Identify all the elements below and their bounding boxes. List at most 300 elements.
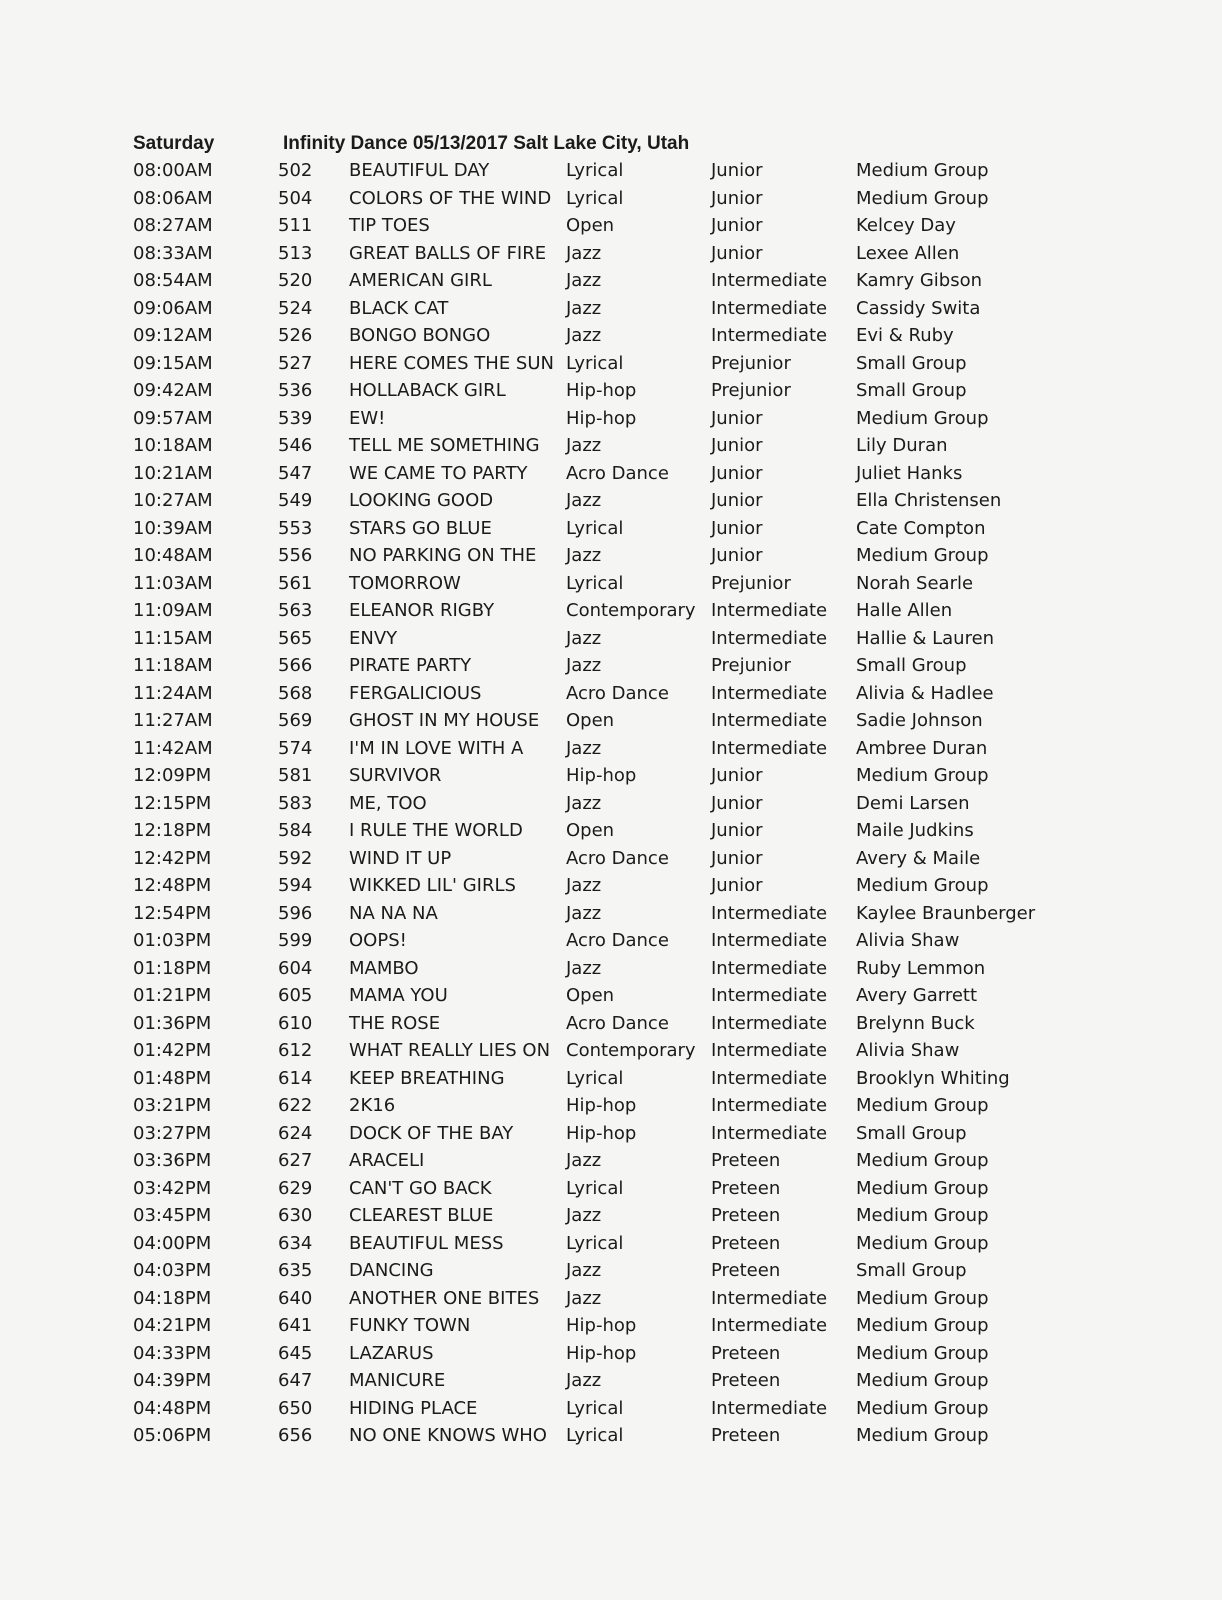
entry-number: 569 — [278, 710, 313, 731]
entry-performer: Kamry Gibson — [856, 270, 982, 291]
table-row — [133, 1257, 1093, 1285]
entry-song: TELL ME SOMETHING — [349, 435, 540, 456]
entry-level: Preteen — [711, 1177, 781, 1199]
table-row — [133, 845, 1093, 873]
entry-performer: Sadie Johnson — [856, 710, 983, 731]
entry-style: Lyrical — [566, 1067, 624, 1089]
entry-level: Intermediate — [711, 1095, 828, 1116]
entry-song: MANICURE — [349, 1370, 446, 1391]
entry-level: Intermediate — [711, 902, 828, 924]
table-row — [133, 212, 1093, 240]
entry-level: Junior — [711, 215, 763, 236]
entry-level: Junior — [711, 820, 763, 841]
entry-style: Lyrical — [566, 1177, 624, 1199]
entry-performer: Norah Searle — [856, 572, 974, 594]
entry-performer: Medium Group — [856, 1205, 989, 1226]
entry-number: 526 — [278, 325, 313, 346]
entry-performer: Small Group — [856, 380, 967, 401]
entry-style: Hip-hop — [566, 407, 637, 429]
table-row — [133, 240, 1093, 268]
entry-song: ENVY — [349, 627, 398, 649]
entry-time: 11:03AM — [133, 572, 213, 594]
entry-number: 553 — [278, 517, 313, 539]
entry-level: Junior — [711, 407, 763, 429]
table-row — [133, 955, 1093, 983]
entry-level: Junior — [711, 160, 763, 181]
entry-number: 583 — [278, 792, 313, 814]
entry-time: 12:15PM — [133, 792, 212, 814]
entry-style: Jazz — [566, 270, 602, 291]
entry-song: I'M IN LOVE WITH A — [349, 737, 524, 759]
entry-performer: Cate Compton — [856, 517, 986, 539]
entry-number: 629 — [278, 1177, 313, 1199]
entry-level: Junior — [711, 517, 763, 539]
entry-song: TIP TOES — [349, 215, 430, 236]
entry-performer: Evi & Ruby — [856, 325, 954, 346]
entry-number: 504 — [278, 187, 313, 209]
event-title: Infinity Dance 05/13/2017 Salt Lake City, Utah — [283, 133, 690, 154]
entry-style: Jazz — [566, 435, 602, 456]
entry-number: 604 — [278, 957, 313, 979]
entry-time: 04:03PM — [133, 1260, 212, 1281]
entry-performer: Small Group — [856, 1122, 967, 1144]
entry-style: Lyrical — [566, 572, 624, 594]
entry-number: 656 — [278, 1425, 313, 1446]
entry-time: 11:42AM — [133, 737, 213, 759]
entry-level: Prejunior — [711, 380, 791, 401]
table-row — [133, 1037, 1093, 1065]
entry-performer: Medium Group — [856, 1232, 989, 1254]
table-row — [133, 1285, 1093, 1313]
entry-number: 622 — [278, 1095, 313, 1116]
entry-performer: Ambree Duran — [856, 737, 988, 759]
entry-performer: Lily Duran — [856, 435, 948, 456]
table-row — [133, 570, 1093, 598]
entry-time: 08:00AM — [133, 160, 213, 181]
entry-level: Intermediate — [711, 710, 828, 731]
entry-level: Intermediate — [711, 957, 828, 979]
entry-style: Lyrical — [566, 352, 624, 374]
entry-song: DANCING — [349, 1260, 434, 1281]
entry-number: 565 — [278, 627, 313, 649]
entry-time: 12:54PM — [133, 902, 212, 924]
entry-performer: Medium Group — [856, 1150, 989, 1171]
entry-time: 04:00PM — [133, 1232, 212, 1254]
entry-style: Jazz — [566, 1150, 602, 1171]
entry-level: Intermediate — [711, 930, 828, 951]
entry-number: 612 — [278, 1040, 313, 1061]
entry-level: Junior — [711, 545, 763, 566]
entry-number: 596 — [278, 902, 313, 924]
table-row — [133, 350, 1093, 378]
table-row — [133, 625, 1093, 653]
entry-style: Open — [566, 985, 615, 1006]
entry-song: CAN'T GO BACK — [349, 1177, 492, 1199]
entry-performer: Small Group — [856, 1260, 967, 1281]
entry-style: Open — [566, 820, 615, 841]
entry-level: Intermediate — [711, 270, 828, 291]
entry-performer: Medium Group — [856, 1342, 989, 1364]
entry-time: 03:45PM — [133, 1205, 212, 1226]
entry-performer: Avery & Maile — [856, 847, 981, 869]
entry-song: NO ONE KNOWS WHO — [349, 1425, 547, 1446]
entry-style: Hip-hop — [566, 1122, 637, 1144]
entry-level: Junior — [711, 187, 763, 209]
entry-song: KEEP BREATHING — [349, 1067, 505, 1089]
entry-style: Jazz — [566, 1205, 602, 1226]
entry-performer: Medium Group — [856, 160, 989, 181]
entry-song: LOOKING GOOD — [349, 490, 494, 511]
entry-style: Lyrical — [566, 1425, 624, 1446]
entry-song: WIND IT UP — [349, 847, 452, 869]
entry-number: 549 — [278, 490, 313, 511]
entry-song: PIRATE PARTY — [349, 655, 472, 676]
entry-number: 527 — [278, 352, 313, 374]
entry-song: FUNKY TOWN — [349, 1315, 471, 1336]
entry-number: 605 — [278, 985, 313, 1006]
table-row — [133, 817, 1093, 845]
entry-performer: Lexee Allen — [856, 242, 960, 264]
entry-song: HIDING PLACE — [349, 1397, 478, 1419]
entry-number: 581 — [278, 765, 313, 786]
entry-performer: Alivia Shaw — [856, 930, 960, 951]
table-row — [133, 707, 1093, 735]
entry-time: 10:21AM — [133, 462, 213, 484]
entry-style: Jazz — [566, 297, 602, 319]
entry-level: Prejunior — [711, 572, 791, 594]
entry-performer: Medium Group — [856, 1425, 989, 1446]
entry-level: Intermediate — [711, 600, 828, 621]
entry-song: HERE COMES THE SUN — [349, 352, 554, 374]
entry-song: GHOST IN MY HOUSE — [349, 710, 540, 731]
entry-time: 08:54AM — [133, 270, 213, 291]
entry-level: Intermediate — [711, 737, 828, 759]
table-row — [133, 1175, 1093, 1203]
entry-time: 08:33AM — [133, 242, 213, 264]
table-row — [133, 460, 1093, 488]
entry-song: ME, TOO — [349, 792, 427, 814]
entry-number: 630 — [278, 1205, 313, 1226]
entry-style: Acro Dance — [566, 682, 669, 704]
entry-song: ARACELI — [349, 1150, 425, 1171]
entry-level: Junior — [711, 792, 763, 814]
entry-style: Jazz — [566, 655, 602, 676]
entry-time: 09:15AM — [133, 352, 213, 374]
table-row — [133, 982, 1093, 1010]
entry-time: 04:39PM — [133, 1370, 212, 1391]
entry-level: Preteen — [711, 1370, 781, 1391]
entry-number: 511 — [278, 215, 313, 236]
table-row — [133, 1092, 1093, 1120]
entry-style: Jazz — [566, 957, 602, 979]
entry-time: 09:57AM — [133, 407, 213, 429]
entry-number: 645 — [278, 1342, 313, 1364]
entry-style: Jazz — [566, 1287, 602, 1309]
entry-time: 05:06PM — [133, 1425, 212, 1446]
entry-level: Preteen — [711, 1260, 781, 1281]
entry-level: Intermediate — [711, 682, 828, 704]
entry-style: Open — [566, 710, 615, 731]
entry-number: 520 — [278, 270, 313, 291]
table-row — [133, 432, 1093, 460]
entry-level: Intermediate — [711, 1012, 828, 1034]
entry-level: Junior — [711, 875, 763, 896]
entry-number: 546 — [278, 435, 313, 456]
entry-song: THE ROSE — [349, 1012, 441, 1034]
entry-performer: Small Group — [856, 352, 967, 374]
entry-song: BLACK CAT — [349, 297, 449, 319]
entry-time: 09:42AM — [133, 380, 213, 401]
entry-song: LAZARUS — [349, 1342, 434, 1364]
entry-time: 10:48AM — [133, 545, 213, 566]
entry-time: 12:09PM — [133, 765, 212, 786]
entry-song: NA NA NA — [349, 902, 438, 924]
entry-song: ELEANOR RIGBY — [349, 600, 495, 621]
entry-level: Preteen — [711, 1205, 781, 1226]
entry-number: 568 — [278, 682, 313, 704]
entry-time: 03:27PM — [133, 1122, 212, 1144]
entry-song: HOLLABACK GIRL — [349, 380, 506, 401]
entry-number: 594 — [278, 875, 313, 896]
entry-time: 03:42PM — [133, 1177, 212, 1199]
entry-song: ANOTHER ONE BITES — [349, 1287, 540, 1309]
entry-style: Jazz — [566, 1370, 602, 1391]
entry-number: 599 — [278, 930, 313, 951]
entry-style: Lyrical — [566, 517, 624, 539]
day-heading: Saturday — [133, 133, 215, 154]
entry-style: Contemporary — [566, 1040, 696, 1061]
entry-level: Intermediate — [711, 325, 828, 346]
entry-level: Intermediate — [711, 1040, 828, 1061]
entry-number: 536 — [278, 380, 313, 401]
entry-performer: Alivia & Hadlee — [856, 682, 994, 704]
table-row — [133, 790, 1093, 818]
entry-performer: Medium Group — [856, 1287, 989, 1309]
entry-performer: Medium Group — [856, 545, 989, 566]
entry-style: Hip-hop — [566, 1315, 637, 1336]
table-row — [133, 1422, 1093, 1450]
entry-song: GREAT BALLS OF FIRE — [349, 242, 547, 264]
entry-time: 01:48PM — [133, 1067, 212, 1089]
entry-level: Junior — [711, 847, 763, 869]
table-row — [133, 322, 1093, 350]
entry-time: 09:06AM — [133, 297, 213, 319]
table-row — [133, 1010, 1093, 1038]
entry-level: Preteen — [711, 1425, 781, 1446]
entry-song: MAMA YOU — [349, 985, 448, 1006]
entry-time: 08:06AM — [133, 187, 213, 209]
table-row — [133, 295, 1093, 323]
entry-style: Lyrical — [566, 1232, 624, 1254]
entry-performer: Cassidy Swita — [856, 297, 981, 319]
entry-style: Hip-hop — [566, 1095, 637, 1116]
table-row — [133, 1367, 1093, 1395]
entry-performer: Demi Larsen — [856, 792, 970, 814]
entry-time: 01:42PM — [133, 1040, 212, 1061]
entry-number: 634 — [278, 1232, 313, 1254]
entry-time: 01:36PM — [133, 1012, 212, 1034]
entry-song: WHAT REALLY LIES ON — [349, 1040, 551, 1061]
entry-performer: Maile Judkins — [856, 820, 974, 841]
schedule-table — [133, 130, 1093, 1450]
entry-time: 04:21PM — [133, 1315, 212, 1336]
table-row — [133, 1120, 1093, 1148]
entry-performer: Avery Garrett — [856, 985, 978, 1006]
entry-style: Jazz — [566, 792, 602, 814]
entry-performer: Medium Group — [856, 1095, 989, 1116]
entry-performer: Medium Group — [856, 1397, 989, 1419]
entry-number: 647 — [278, 1370, 313, 1391]
table-row — [133, 680, 1093, 708]
entry-time: 08:27AM — [133, 215, 213, 236]
entry-performer: Brelynn Buck — [856, 1012, 975, 1034]
entry-song: AMERICAN GIRL — [349, 270, 492, 291]
entry-number: 502 — [278, 160, 313, 181]
entry-performer: Hallie & Lauren — [856, 627, 995, 649]
entry-time: 11:27AM — [133, 710, 213, 731]
entry-performer: Medium Group — [856, 1315, 989, 1336]
table-row — [133, 515, 1093, 543]
table-row — [133, 597, 1093, 625]
entry-song: CLEAREST BLUE — [349, 1205, 494, 1226]
entry-level: Junior — [711, 435, 763, 456]
table-row — [133, 405, 1093, 433]
entry-song: COLORS OF THE WIND — [349, 187, 552, 209]
entry-number: 610 — [278, 1012, 313, 1034]
entry-performer: Halle Allen — [856, 600, 953, 621]
entry-style: Acro Dance — [566, 930, 669, 951]
entry-song: I RULE THE WORLD — [349, 820, 523, 841]
entry-number: 635 — [278, 1260, 313, 1281]
entry-time: 12:42PM — [133, 847, 212, 869]
table-row — [133, 1065, 1093, 1093]
entry-time: 11:24AM — [133, 682, 213, 704]
entry-level: Prejunior — [711, 655, 791, 676]
entry-level: Junior — [711, 462, 763, 484]
entry-style: Open — [566, 215, 615, 236]
table-row — [133, 157, 1093, 185]
entry-level: Preteen — [711, 1232, 781, 1254]
table-row — [133, 1312, 1093, 1340]
entry-style: Jazz — [566, 902, 602, 924]
table-row — [133, 185, 1093, 213]
table-row — [133, 1340, 1093, 1368]
entry-song: FERGALICIOUS — [349, 682, 482, 704]
entry-song: DOCK OF THE BAY — [349, 1122, 514, 1144]
entry-performer: Ella Christensen — [856, 490, 1002, 511]
entry-number: 574 — [278, 737, 313, 759]
entry-time: 10:39AM — [133, 517, 213, 539]
table-row — [133, 1202, 1093, 1230]
table-row — [133, 900, 1093, 928]
entry-level: Intermediate — [711, 297, 828, 319]
schedule-rows — [133, 157, 1093, 1450]
entry-style: Acro Dance — [566, 462, 669, 484]
entry-style: Lyrical — [566, 1397, 624, 1419]
entry-number: 556 — [278, 545, 313, 566]
entry-time: 03:36PM — [133, 1150, 212, 1171]
entry-number: 584 — [278, 820, 313, 841]
entry-time: 04:48PM — [133, 1397, 212, 1419]
entry-number: 539 — [278, 407, 313, 429]
entry-level: Intermediate — [711, 1067, 828, 1089]
entry-number: 561 — [278, 572, 313, 594]
entry-song: STARS GO BLUE — [349, 517, 492, 539]
entry-style: Hip-hop — [566, 765, 637, 786]
entry-number: 547 — [278, 462, 313, 484]
entry-number: 624 — [278, 1122, 313, 1144]
schedule-header — [133, 130, 1093, 157]
entry-performer: Alivia Shaw — [856, 1040, 960, 1061]
entry-level: Preteen — [711, 1342, 781, 1364]
entry-time: 11:15AM — [133, 627, 213, 649]
entry-number: 592 — [278, 847, 313, 869]
table-row — [133, 652, 1093, 680]
entry-song: TOMORROW — [349, 572, 461, 594]
entry-time: 04:33PM — [133, 1342, 212, 1364]
entry-number: 566 — [278, 655, 313, 676]
entry-song: WIKKED LIL' GIRLS — [349, 875, 516, 896]
entry-level: Intermediate — [711, 627, 828, 649]
entry-song: WE CAME TO PARTY — [349, 462, 528, 484]
entry-number: 614 — [278, 1067, 313, 1089]
entry-performer: Medium Group — [856, 407, 989, 429]
entry-level: Prejunior — [711, 352, 791, 374]
entry-number: 524 — [278, 297, 313, 319]
table-row — [133, 762, 1093, 790]
entry-song: BONGO BONGO — [349, 325, 491, 346]
entry-level: Preteen — [711, 1150, 781, 1171]
entry-number: 627 — [278, 1150, 313, 1171]
entry-time: 10:27AM — [133, 490, 213, 511]
entry-level: Junior — [711, 490, 763, 511]
entry-song: OOPS! — [349, 930, 407, 951]
table-row — [133, 872, 1093, 900]
entry-level: Junior — [711, 765, 763, 786]
table-row — [133, 542, 1093, 570]
entry-song: SURVIVOR — [349, 765, 442, 786]
entry-style: Lyrical — [566, 160, 624, 181]
entry-time: 01:03PM — [133, 930, 212, 951]
table-row — [133, 377, 1093, 405]
entry-style: Acro Dance — [566, 847, 669, 869]
entry-level: Intermediate — [711, 1397, 828, 1419]
entry-performer: Medium Group — [856, 765, 989, 786]
entry-level: Intermediate — [711, 1315, 828, 1336]
entry-style: Jazz — [566, 737, 602, 759]
entry-style: Contemporary — [566, 600, 696, 621]
entry-style: Jazz — [566, 545, 602, 566]
entry-performer: Medium Group — [856, 1177, 989, 1199]
entry-level: Intermediate — [711, 1122, 828, 1144]
entry-song: NO PARKING ON THE — [349, 545, 537, 566]
entry-time: 12:18PM — [133, 820, 212, 841]
entry-song: BEAUTIFUL MESS — [349, 1232, 504, 1254]
entry-song: 2K16 — [349, 1095, 396, 1116]
entry-time: 12:48PM — [133, 875, 212, 896]
table-row — [133, 1230, 1093, 1258]
entry-style: Hip-hop — [566, 1342, 637, 1364]
table-row — [133, 487, 1093, 515]
entry-performer: Ruby Lemmon — [856, 957, 986, 979]
entry-number: 563 — [278, 600, 313, 621]
entry-time: 09:12AM — [133, 325, 213, 346]
entry-level: Junior — [711, 242, 763, 264]
entry-time: 01:18PM — [133, 957, 212, 979]
entry-style: Acro Dance — [566, 1012, 669, 1034]
entry-number: 640 — [278, 1287, 313, 1309]
entry-time: 01:21PM — [133, 985, 212, 1006]
